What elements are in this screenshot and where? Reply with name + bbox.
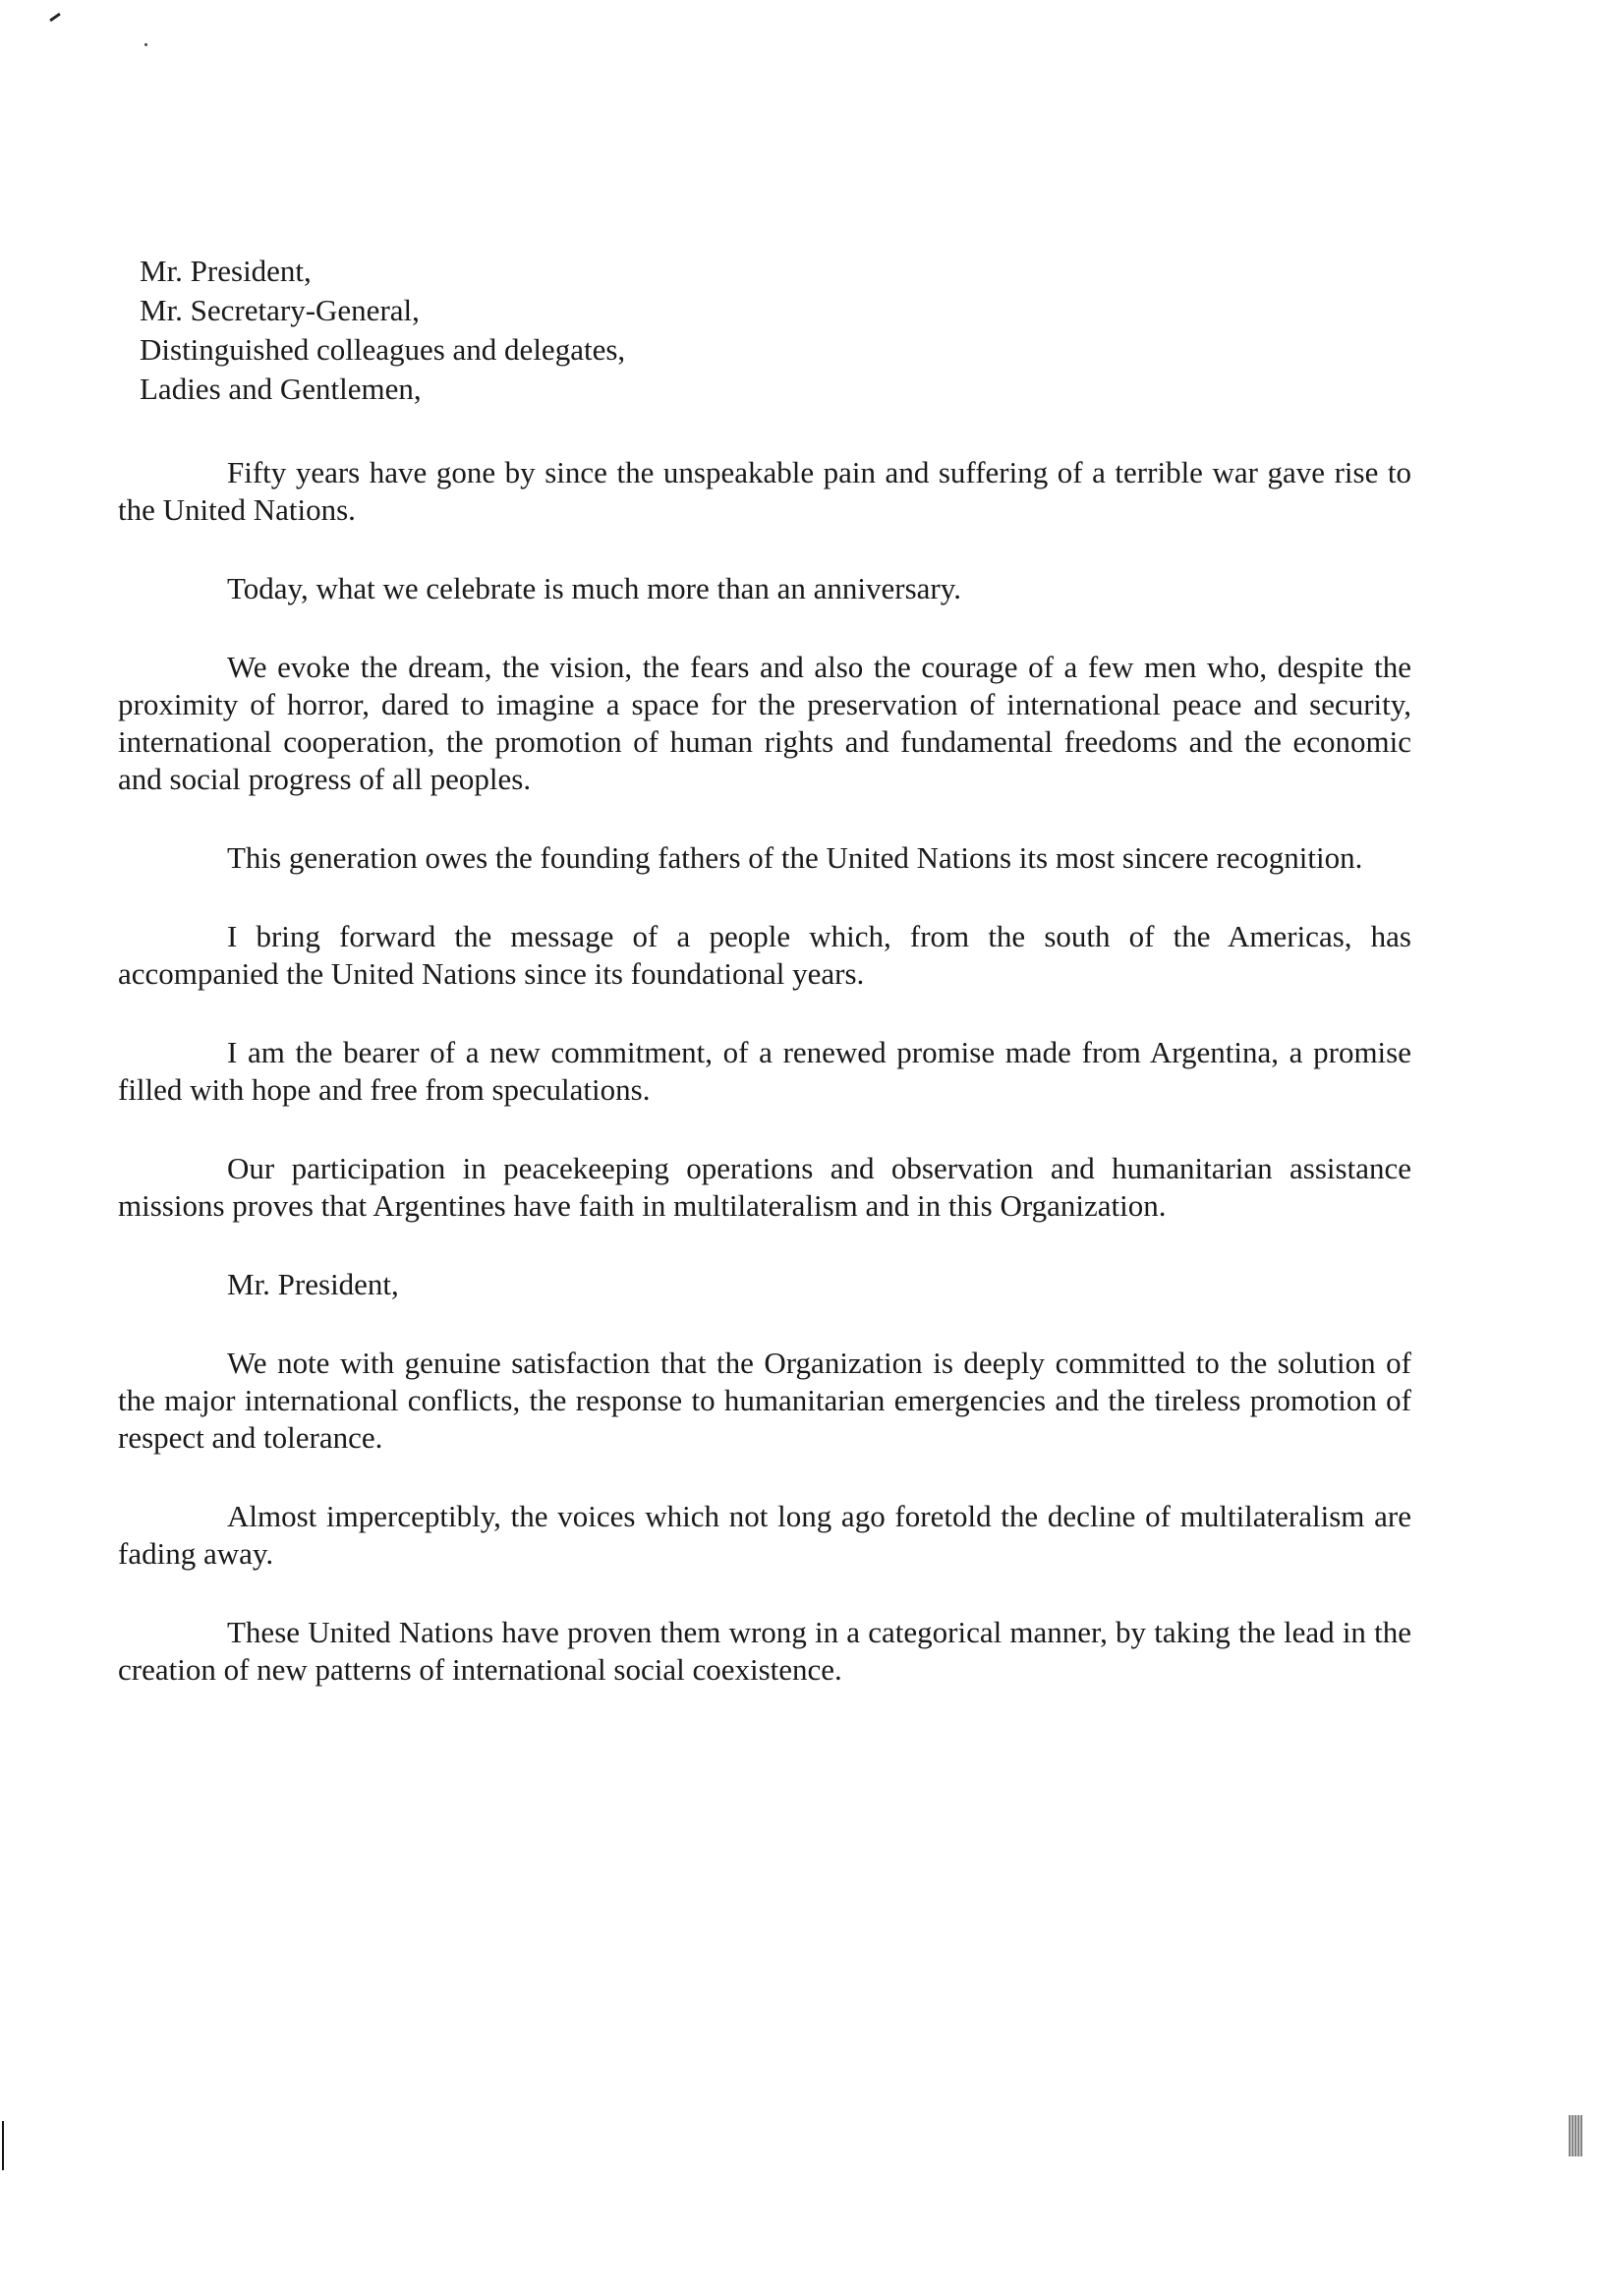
salutation-line: Ladies and Gentlemen, (140, 372, 422, 406)
scan-mark-icon (49, 13, 61, 22)
paragraph: Almost imperceptibly, the voices which not long ago foretold the decline of multilateralism are fading away. (118, 1499, 1411, 1571)
scan-artifact-icon (1569, 2115, 1582, 2156)
paragraph: We evoke the dream, the vision, the fears and also the courage of a few men who, despite the proximity of horror, dared to imagine a space for the preservation of international peace and security, international cooperation, the promotion of human rights and fundamental freedoms and the economic and social progress of all peoples. (118, 650, 1411, 796)
scan-dot-icon (144, 43, 147, 46)
scan-edge-line (2, 2121, 4, 2170)
salutation-block (140, 252, 1417, 409)
salutation-line: Distinguished colleagues and delegates, (140, 332, 626, 367)
paragraph: Our participation in peacekeeping operations and observation and humanitarian assistance missions proves that Argentines have faith in multilateralism and in this Organization. (118, 1151, 1411, 1223)
paragraph: This generation owes the founding fathers of the United Nations its most sincere recognition. (227, 840, 1363, 875)
paragraph: Today, what we celebrate is much more than an anniversary. (227, 571, 961, 605)
paragraph: Mr. President, (227, 1267, 399, 1301)
paragraph: I am the bearer of a new commitment, of a renewed promise made from Argentina, a promise filled with hope and free from speculations. (118, 1035, 1411, 1107)
salutation-line: Mr. Secretary-General, (140, 293, 420, 327)
paragraph: Fifty years have gone by since the unspeakable pain and suffering of a terrible war gave rise to the United Nations. (118, 455, 1411, 527)
paragraph: We note with genuine satisfaction that the Organization is deeply committed to the solution of the major international conflicts, the response to humanitarian emergencies and the tireless promotion of respect and tolerance. (118, 1346, 1411, 1455)
paragraph: I bring forward the message of a people which, from the south of the Americas, has accompanied the United Nations since its foundational years. (118, 919, 1411, 991)
paragraph: These United Nations have proven them wrong in a categorical manner, by taking the lead in the creation of new patterns of international social coexistence. (118, 1615, 1411, 1687)
salutation-line: Mr. President, (140, 254, 312, 288)
speech-body (118, 454, 1411, 1730)
